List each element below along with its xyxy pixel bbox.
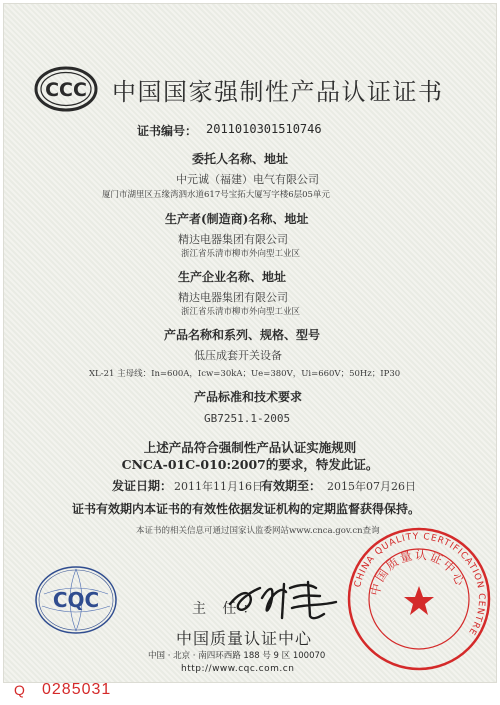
- statement-line2: CNCA-01C-010:2007的要求，特发此证。: [121, 457, 379, 472]
- factory-heading: 生产企业名称、地址: [178, 270, 287, 284]
- client-heading: 委托人名称、地址: [192, 152, 289, 166]
- statement-line1: 上述产品符合强制性产品认证实施规则: [143, 440, 357, 455]
- client-address: 厦门市湖里区五缘湾泗水道617号宝拓大厦写字楼6层05单元: [102, 190, 330, 200]
- product-spec: XL-21 主母线：In=600A，Icw=30kA；Ue=380V，Ui=660V；50Hz；IP30: [89, 369, 401, 379]
- product-heading: 产品名称和系列、规格、型号: [164, 328, 321, 342]
- issuer-website: http://www.cqc.com.cn: [181, 664, 295, 674]
- serial-number: 0285031: [42, 681, 112, 698]
- factory-name: 精达电器集团有限公司: [178, 291, 288, 304]
- ccc-logo-icon: [34, 66, 98, 112]
- issuer-center-name: 中国质量认证中心: [176, 629, 313, 648]
- seal-chinese-text: 中国质量认证中心: [367, 547, 469, 598]
- certificate-sheet: [3, 3, 497, 683]
- manufacturer-heading: 生产者(制造商)名称、地址: [165, 212, 309, 226]
- manufacturer-name: 精达电器集团有限公司: [178, 233, 288, 246]
- client-name: 中元诚（福建）电气有限公司: [176, 173, 319, 186]
- expiry-date-value: 2015年07月26日: [327, 480, 416, 493]
- seal-star-icon: [404, 586, 434, 615]
- standard-value: GB7251.1-2005: [204, 412, 291, 425]
- cqc-logo-text: CQC: [52, 588, 100, 612]
- cqc-logo-icon: [34, 564, 118, 636]
- expiry-date-label: 有效期至：: [261, 479, 322, 493]
- red-seal-stamp: [344, 524, 494, 674]
- director-label: 主 任：: [192, 601, 263, 617]
- certificate-title: 中国国家强制性产品认证证书: [112, 78, 444, 106]
- issue-date-value: 2011年11月16日: [174, 480, 263, 493]
- director-signature: [224, 574, 354, 622]
- product-name: 低压成套开关设备: [194, 349, 282, 362]
- ccc-logo-text: CCC: [45, 79, 87, 101]
- certificate-number-value: 2011010301510746: [206, 122, 322, 136]
- manufacturer-address: 浙江省乐清市柳市外向型工业区: [181, 249, 301, 259]
- standard-heading: 产品标准和技术要求: [194, 390, 303, 404]
- certificate-number-label: 证书编号：: [137, 124, 198, 138]
- factory-address: 浙江省乐清市柳市外向型工业区: [181, 307, 301, 317]
- query-notice: 本证书的相关信息可通过国家认监委网站www.cnca.gov.cn查询: [136, 526, 380, 536]
- seal-english-text: CHINA QUALITY CERTIFICATION CENTRE: [353, 531, 487, 637]
- validity-notice: 证书有效期内本证书的有效性依据发证机构的定期监督获得保持。: [72, 502, 421, 516]
- issuer-address: 中国 · 北京 · 南四环西路 188 号 9 区 100070: [148, 651, 326, 661]
- serial-prefix: Q: [14, 682, 25, 698]
- issue-date-label: 发证日期：: [112, 479, 173, 493]
